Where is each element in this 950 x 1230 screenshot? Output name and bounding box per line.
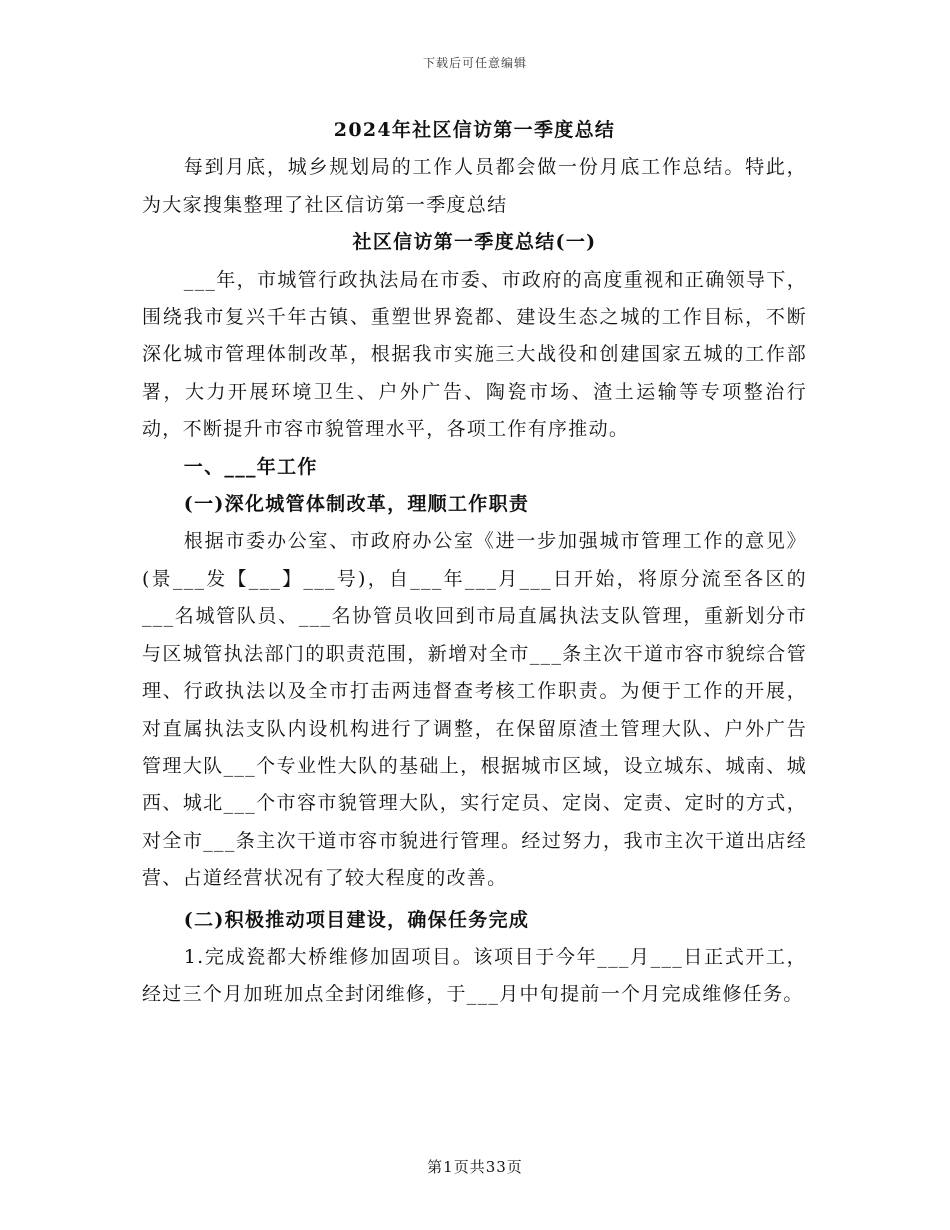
heading-2: (一)深化城管体制改革，理顺工作职责: [183, 493, 530, 516]
paragraph-2: 根据市委办公室、市政府办公室《进一步加强城市管理工作的意见》(景___发【___】___号)，自___年___月___日开始，将原分流至各区的___名城管队员、___名协管员收回到市局直属执法支队管理，重新划分市与区城管执法部门的职责范围，新增对全市___条主次干道市容市貌综合管理、行政执法以及全市打击两违督查考核工作职责。为便于工作的开展，对直属执法支队内设机构进行了调整，在保留原渣土管理大队、户外广告管理大队___个专业性大队的基础上，根据城市区域，设立城东、城南、城西、城北___个市容市貌管理大队，实行定员、定岗、定责、定时的方式，对全市___条主次干道市容市貌进行管理。经过努力，我市主次干道出店经营、占道经营状况有了较大程度的改善。: [142, 530, 807, 890]
section-title: 社区信访第一季度总结(一): [352, 231, 597, 254]
intro-paragraph: 每到月底，城乡规划局的工作人员都会做一份月底工作总结。特此，为大家搜集整理了社区信访第一季度总结: [142, 156, 807, 216]
document-title: 2024年社区信访第一季度总结: [333, 119, 616, 141]
page-number: 第1页共33页: [427, 1158, 523, 1176]
paragraph-1: ___年，市城管行政执法局在市委、市政府的高度重视和正确领导下，围绕我市复兴千年古镇、重塑世界瓷都、建设生态之城的工作目标，不断深化城市管理体制改革，根据我市实施三大战役和创建国家五城的工作部署，大力开展环境卫生、户外广告、陶瓷市场、渣土运输等专项整治行动，不断提升市容市貌管理水平，各项工作有序推动。: [142, 268, 807, 441]
header-note: 下载后可任意编辑: [422, 56, 527, 70]
heading-3: (二)积极推动项目建设，确保任务完成: [183, 908, 530, 931]
document-body: [142, 112, 807, 1014]
paragraph-3: 1.完成瓷都大桥维修加固项目。该项目于今年___月___日正式开工，经过三个月加班加点全封闭维修，于___月中旬提前一个月完成维修任务。: [142, 945, 807, 1006]
heading-1: 一、___年工作: [183, 455, 318, 478]
